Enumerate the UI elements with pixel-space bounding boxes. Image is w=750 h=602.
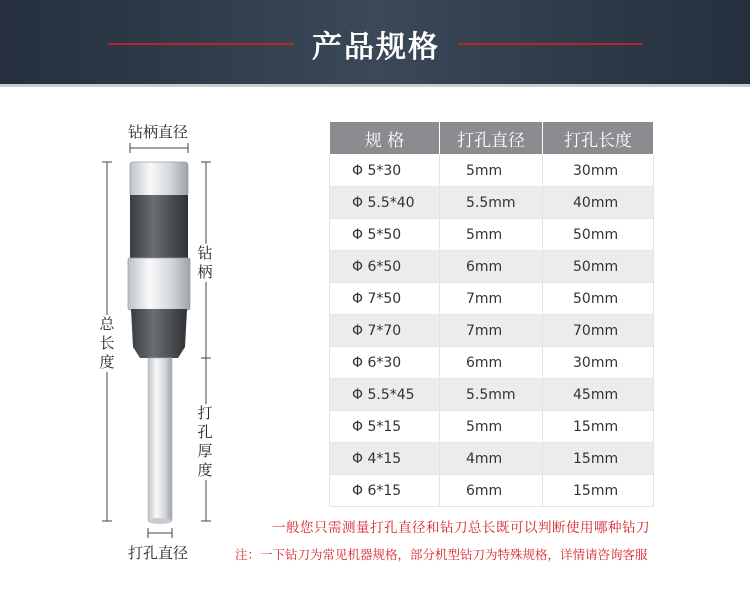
cell-diameter: 7mm [440, 283, 543, 315]
table-header-row [330, 122, 654, 155]
cell-spec: Φ 6*15 [330, 475, 440, 507]
header-hole-length: 打孔长度 [543, 122, 654, 155]
cell-length: 15mm [543, 475, 654, 507]
special-spec-note: 注：一下钻刀为常见机器规格，部分机型钻刀为特殊规格，详情请咨询客服 [235, 547, 648, 562]
header-spec: 规 格 [330, 122, 440, 155]
cell-spec: Φ 5*30 [330, 155, 440, 187]
drill-grip-upper [130, 195, 188, 259]
measurement-tip: 一般您只需测量打孔直径和钻刀总长既可以判断使用哪种钻刀 [272, 520, 650, 536]
hole-depth-label: 打孔厚度 [197, 404, 213, 479]
table-row [330, 283, 654, 315]
cell-spec: Φ 5*50 [330, 219, 440, 251]
cell-spec: Φ 6*30 [330, 347, 440, 379]
cell-spec: Φ 4*15 [330, 443, 440, 475]
cell-spec: Φ 7*70 [330, 315, 440, 347]
cell-length: 40mm [543, 187, 654, 219]
title-rule-left [108, 43, 294, 45]
cell-length: 15mm [543, 411, 654, 443]
cell-spec: Φ 5.5*45 [330, 379, 440, 411]
cell-spec: Φ 7*50 [330, 283, 440, 315]
table-row [330, 315, 654, 347]
header-hole-diameter: 打孔直径 [440, 122, 543, 155]
drill-middle-band [128, 258, 190, 310]
spec-table [329, 121, 654, 507]
cell-spec: Φ 5*15 [330, 411, 440, 443]
table-row [330, 251, 654, 283]
cell-length: 15mm [543, 443, 654, 475]
page-title: 产品规格 [312, 30, 440, 65]
cell-spec: Φ 5.5*40 [330, 187, 440, 219]
cell-diameter: 5mm [440, 155, 543, 187]
cell-spec: Φ 6*50 [330, 251, 440, 283]
table-row [330, 411, 654, 443]
cell-diameter: 4mm [440, 443, 543, 475]
cell-diameter: 5mm [440, 411, 543, 443]
drill-top-collar [130, 162, 188, 196]
cell-diameter: 6mm [440, 347, 543, 379]
drill-tube [148, 358, 172, 521]
cell-length: 45mm [543, 379, 654, 411]
hole-diameter-label: 打孔直径 [128, 544, 189, 562]
drill-grip-lower [131, 309, 187, 358]
table-row [330, 219, 654, 251]
cell-diameter: 5.5mm [440, 379, 543, 411]
shank-label: 钻柄 [197, 244, 213, 281]
cell-length: 50mm [543, 219, 654, 251]
cell-length: 50mm [543, 283, 654, 315]
cell-length: 30mm [543, 347, 654, 379]
total-length-label: 总长度 [99, 315, 115, 371]
table-row [330, 475, 654, 507]
table-row [330, 155, 654, 187]
cell-length: 50mm [543, 251, 654, 283]
table-row [330, 187, 654, 219]
table-row [330, 379, 654, 411]
cell-diameter: 5mm [440, 219, 543, 251]
cell-length: 70mm [543, 315, 654, 347]
table-row [330, 443, 654, 475]
cell-diameter: 7mm [440, 315, 543, 347]
drill-tip [148, 518, 172, 524]
title-rule-right [458, 43, 642, 45]
cell-diameter: 6mm [440, 475, 543, 507]
header-divider [0, 84, 750, 87]
cell-length: 30mm [543, 155, 654, 187]
cell-diameter: 6mm [440, 251, 543, 283]
table-row [330, 347, 654, 379]
cell-diameter: 5.5mm [440, 187, 543, 219]
shank-diameter-label: 钻柄直径 [128, 123, 189, 141]
